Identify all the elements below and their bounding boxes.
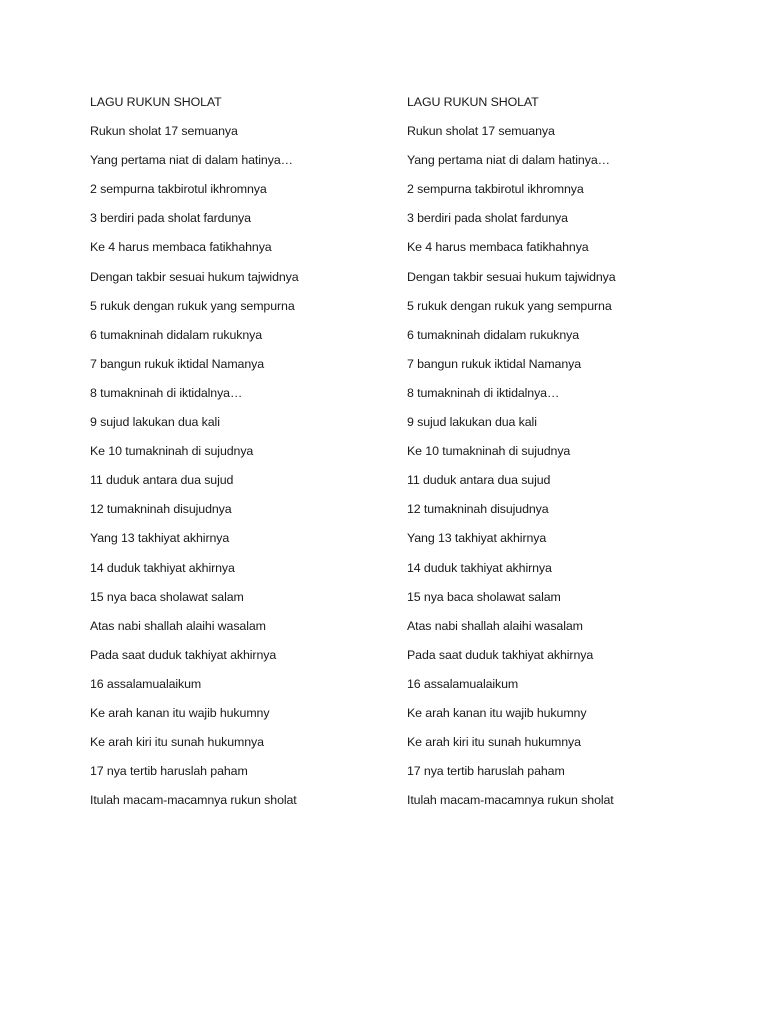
lyrics-line: 2 sempurna takbirotul ikhromnya [90, 182, 267, 197]
lyrics-line: 7 bangun rukuk iktidal Namanya [90, 356, 265, 371]
lyrics-line: 14 duduk takhiyat akhirnya [407, 560, 552, 575]
lyrics-line: Ke 10 tumakninah di sujudnya [407, 444, 571, 459]
lyrics-line: Rukun sholat 17 semuanya [90, 124, 238, 139]
lyrics-line: 5 rukuk dengan rukuk yang sempurna [407, 298, 612, 313]
lyrics-line: Pada saat duduk takhiyat akhirnya [90, 647, 277, 662]
lyrics-line: 9 sujud lakukan dua kali [407, 415, 537, 430]
lyrics-line: 17 nya tertib haruslah paham [407, 764, 565, 779]
lyrics-line: Ke 4 harus membaca fatikhahnya [407, 240, 589, 255]
lyrics-line: 9 sujud lakukan dua kali [90, 415, 220, 430]
lyrics-title: LAGU RUKUN SHOLAT [407, 95, 539, 109]
lyrics-line: 11 duduk antara dua sujud [90, 473, 234, 488]
lyrics-line: Yang 13 takhiyat akhirnya [90, 531, 230, 546]
lyrics-line: 12 tumakninah disujudnya [90, 502, 232, 517]
lyrics-line: 14 duduk takhiyat akhirnya [90, 560, 235, 575]
lyrics-line: 16 assalamualaikum [90, 676, 202, 691]
lyrics-line: Yang pertama niat di dalam hatinya… [407, 153, 610, 168]
lyrics-line: Yang pertama niat di dalam hatinya… [90, 153, 293, 168]
lyrics-line: 15 nya baca sholawat salam [407, 589, 561, 604]
lyrics-line: 6 tumakninah didalam rukuknya [90, 327, 263, 342]
lyrics-line: Dengan takbir sesuai hukum tajwidnya [407, 269, 616, 284]
lyrics-line: Ke arah kiri itu sunah hukumnya [407, 735, 581, 750]
lyrics-line: 2 sempurna takbirotul ikhromnya [407, 182, 584, 197]
lyrics-line: Itulah macam-macamnya rukun sholat [407, 793, 614, 808]
lyrics-column-right [407, 92, 707, 819]
lyrics-line: Pada saat duduk takhiyat akhirnya [407, 647, 594, 662]
lyrics-line: Ke arah kiri itu sunah hukumnya [90, 735, 264, 750]
lyrics-line: Dengan takbir sesuai hukum tajwidnya [90, 269, 299, 284]
lyrics-line: 8 tumakninah di iktidalnya… [90, 385, 243, 400]
lyrics-line: Rukun sholat 17 semuanya [407, 124, 555, 139]
lyrics-line: 16 assalamualaikum [407, 676, 519, 691]
lyrics-line: 15 nya baca sholawat salam [90, 589, 244, 604]
lyrics-column-left [90, 92, 390, 819]
lyrics-line: Atas nabi shallah alaihi wasalam [407, 618, 583, 633]
lyrics-line: Ke arah kanan itu wajib hukumny [407, 705, 587, 720]
lyrics-line: 12 tumakninah disujudnya [407, 502, 549, 517]
lyrics-line: Ke 4 harus membaca fatikhahnya [90, 240, 272, 255]
lyrics-line: 11 duduk antara dua sujud [407, 473, 551, 488]
lyrics-line: 3 berdiri pada sholat fardunya [90, 211, 251, 226]
lyrics-line: Atas nabi shallah alaihi wasalam [90, 618, 266, 633]
lyrics-line: Yang 13 takhiyat akhirnya [407, 531, 547, 546]
lyrics-line: Ke arah kanan itu wajib hukumny [90, 705, 270, 720]
lyrics-line: 6 tumakninah didalam rukuknya [407, 327, 580, 342]
lyrics-line: Itulah macam-macamnya rukun sholat [90, 793, 297, 808]
lyrics-line: 8 tumakninah di iktidalnya… [407, 385, 560, 400]
lyrics-line: 3 berdiri pada sholat fardunya [407, 211, 568, 226]
lyrics-line: Ke 10 tumakninah di sujudnya [90, 444, 254, 459]
lyrics-line: 5 rukuk dengan rukuk yang sempurna [90, 298, 295, 313]
lyrics-line: 17 nya tertib haruslah paham [90, 764, 248, 779]
lyrics-line: 7 bangun rukuk iktidal Namanya [407, 356, 582, 371]
lyrics-title: LAGU RUKUN SHOLAT [90, 95, 222, 109]
